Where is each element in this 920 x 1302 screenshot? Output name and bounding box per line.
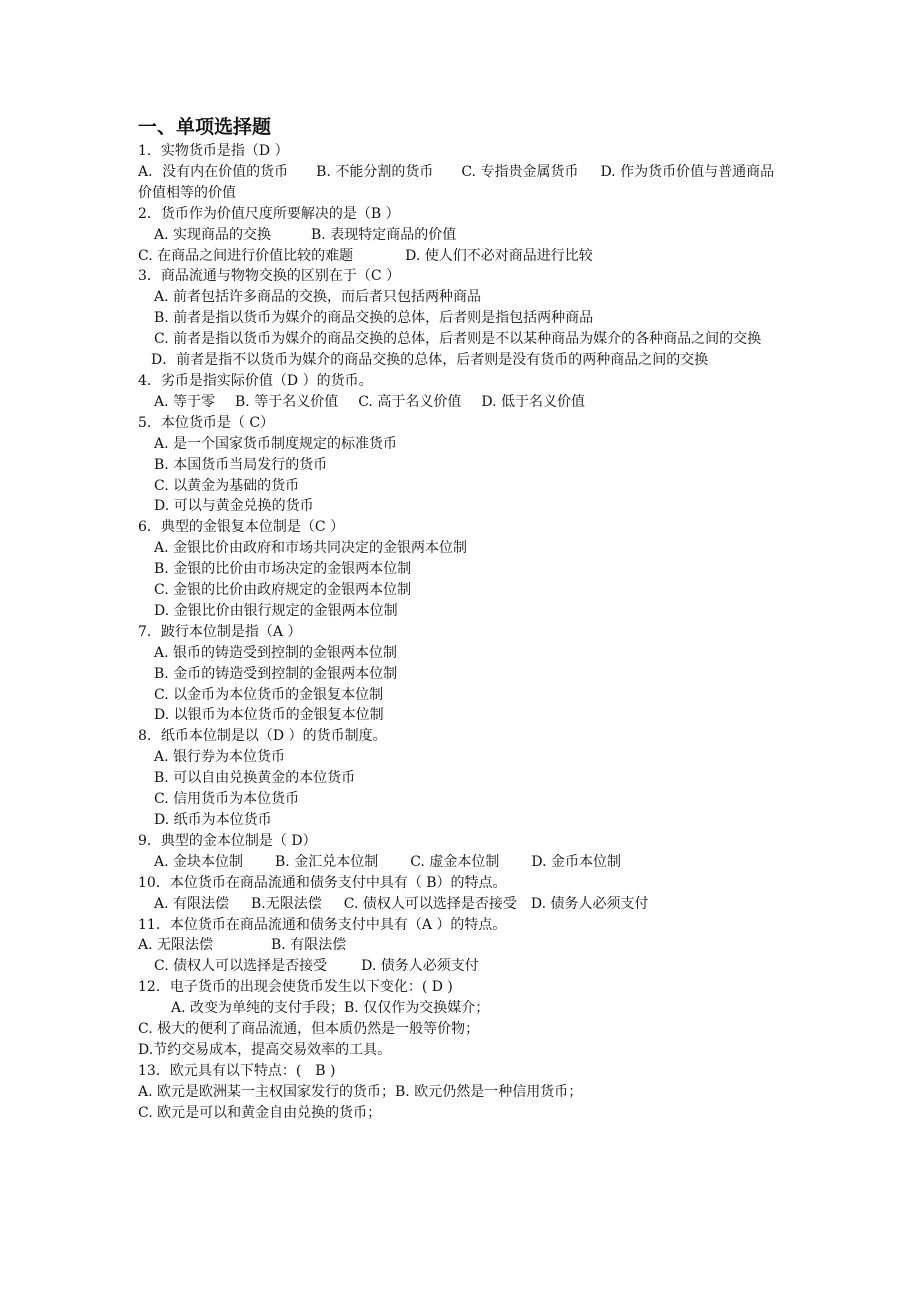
question-stem: 5．本位货币是（ C） (138, 414, 275, 431)
option-b: B. 不能分割的货币 (316, 163, 434, 180)
option-d: D. 金币本位制 (531, 853, 621, 870)
option-d: D. 纸币为本位货币 (154, 812, 272, 828)
option-c: C. 债权人可以选择是否接受 (154, 958, 328, 975)
document-body (138, 114, 788, 1124)
question-stem: 7．跛行本位制是指（A ） (138, 623, 302, 640)
option-a: A. 等于零 (154, 393, 216, 410)
option-b: B. 金币的铸造受到控制的金银两本位制 (154, 665, 398, 682)
option-c: C. 金银的比价由政府规定的金银两本位制 (154, 582, 412, 599)
option-a: A. 有限法偿 (154, 895, 230, 912)
option-a: A. 银币的铸造受到控制的金银两本位制 (154, 644, 398, 661)
option-line (138, 894, 788, 915)
option-b: B. 有限法偿 (271, 937, 347, 954)
option-line (138, 956, 788, 977)
question-stem: 4．劣币是指实际价值（D ）的货币。 (138, 372, 373, 389)
option-b: B. 金银的比价由市场决定的金银两本位制 (154, 561, 412, 578)
option-d: D.节约交易成本，提高交易效率的工具。 (138, 1041, 392, 1058)
option-d: D. 以银币为本位货币的金银复本位制 (154, 707, 384, 724)
option-a: A．没有内在价值的货币 (138, 163, 289, 180)
question-stem: 2．货币作为价值尺度所要解决的是（B ） (138, 205, 400, 222)
option-a: A. 金块本位制 (154, 853, 244, 870)
question-stem: 11．本位货币在商品流通和债务支付中具有（A ）的特点。 (138, 916, 507, 933)
option-d: D. 使人们不必对商品进行比较 (405, 247, 593, 264)
option-d: D. 作为货币价值与普通商品价值相等的价值 (138, 163, 775, 201)
option-line (138, 998, 788, 1019)
option-line (138, 246, 788, 267)
option-c: C. 以黄金为基础的货币 (154, 477, 300, 494)
option-d-text: D．前者是指不以货币为媒介的商品交换的总体，后者则是没有货币的两种商品之间的交换 (151, 352, 709, 369)
option-a: A. 金银比价由政府和市场共同决定的金银两本位制 (154, 540, 468, 557)
option-c: C. 欧元是可以和黄金自由兑换的货币； (138, 1104, 382, 1121)
option-a: A. 前者包括许多商品的交换，而后者只包括两种商品 (154, 289, 482, 306)
option-a: A. 银行券为本位货币 (154, 749, 286, 766)
option-c: C. 高于名义价值 (358, 393, 462, 410)
option-c: C. 极大的便利了商品流通，但本质仍然是一般等价物； (138, 1021, 480, 1038)
question-stem: 8．纸币本位制是以（D ）的货币制度。 (138, 728, 387, 745)
option-line (138, 225, 788, 246)
option-a: A. 改变为单纯的支付手段； (171, 1000, 345, 1017)
option-line (138, 392, 788, 413)
option-c (138, 329, 788, 350)
question-stem: 6．典型的金银复本位制是（C ） (138, 519, 345, 536)
option-c: C. 专指贵金属货币 (461, 163, 579, 180)
option-line (138, 1082, 788, 1103)
option-c: C. 信用货币为本位货币 (154, 791, 300, 808)
option-b: B. 等于名义价值 (235, 393, 339, 410)
option-line (138, 935, 788, 956)
option-a: A. 实现商品的交换 (154, 226, 272, 243)
option-b: B. 本国货币当局发行的货币 (154, 456, 328, 473)
question-stem: 13．欧元具有以下特点：( B ) (138, 1062, 336, 1079)
option-a: A. 欧元是欧洲某一主权国家发行的货币； (138, 1083, 396, 1100)
option-b: B. 表现特定商品的价值 (311, 226, 457, 243)
option-b: B. 欧元仍然是一种信用货币； (395, 1083, 583, 1100)
option-d: D. 金银比价由银行规定的金银两本位制 (154, 602, 398, 619)
option-c: C. 在商品之间进行价值比较的难题 (138, 247, 354, 264)
option-d: D. 债务人必须支付 (361, 958, 479, 975)
option-d (138, 350, 788, 371)
question-stem: 1．实物货币是指（D ） (138, 143, 289, 159)
section-title: 一、单项选择题 (138, 116, 272, 138)
option-d: D. 债务人必须支付 (530, 895, 649, 912)
option-b: B. 仅仅作为交换媒介； (344, 1000, 490, 1017)
option-d: D. 低于名义价值 (481, 393, 585, 410)
option-b: B.无限法偿 (251, 895, 322, 912)
option-b: B. 可以自由兑换黄金的本位货币 (154, 770, 356, 787)
question-stem: 3．商品流通与物物交换的区别在于（C ） (138, 268, 401, 285)
option-c: C. 债权人可以选择是否接受 (343, 895, 517, 912)
option-b: B. 前者是指以货币为媒介的商品交换的总体，后者则是指包括两种商品 (154, 310, 594, 327)
option-c-text: C. 前者是指以货币为媒介的商品交换的总体，后者则是不以某种商品为媒介的各种商品之间的交换 (154, 331, 762, 348)
question-stem: 12．电子货币的出现会使货币发生以下变化：( D ) (138, 979, 453, 996)
option-a: A. 是一个国家货币制度规定的标准货币 (154, 435, 398, 452)
option-line (138, 852, 788, 873)
option-c: C. 虚金本位制 (410, 853, 500, 870)
question-stem: 9．典型的金本位制是（ D） (138, 832, 317, 849)
option-a: A. 无限法偿 (138, 937, 214, 954)
option-c: C. 以金币为本位货币的金银复本位制 (154, 686, 384, 703)
option-d: D. 可以与黄金兑换的货币 (154, 498, 314, 515)
question-stem: 10．本位货币在商品流通和债务支付中具有（ B）的特点。 (138, 874, 507, 891)
option-line (138, 162, 788, 204)
option-b: B. 金汇兑本位制 (275, 853, 379, 870)
